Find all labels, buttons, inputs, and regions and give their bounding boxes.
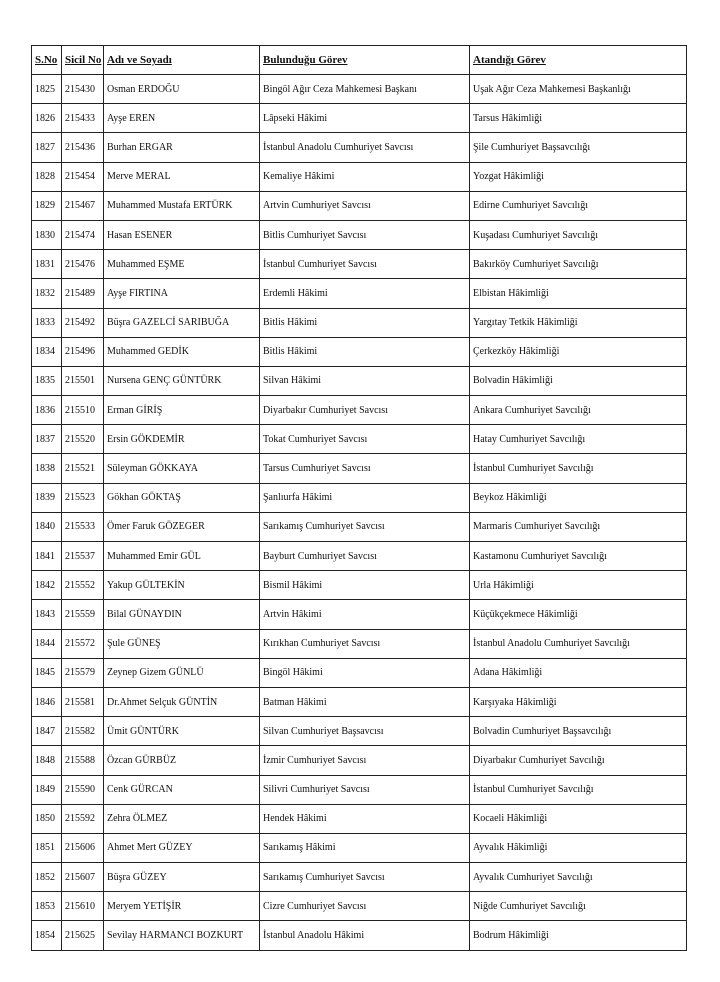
cell-name: Gökhan GÖKTAŞ <box>104 483 260 512</box>
cell-sicil-no: 215436 <box>62 133 104 162</box>
table-row <box>32 512 687 541</box>
cell-current-post: İzmir Cumhuriyet Savcısı <box>260 746 470 775</box>
cell-assigned-post: Bakırköy Cumhuriyet Savcılığı <box>470 250 687 279</box>
cell-sno: 1852 <box>32 863 62 892</box>
table-row <box>32 425 687 454</box>
table-row <box>32 483 687 512</box>
cell-sicil-no: 215559 <box>62 600 104 629</box>
cell-assigned-post: Hatay Cumhuriyet Savcılığı <box>470 425 687 454</box>
table-row <box>32 600 687 629</box>
cell-sicil-no: 215610 <box>62 892 104 921</box>
cell-name: Muhammed Mustafa ERTÜRK <box>104 191 260 220</box>
cell-name: Ümit GÜNTÜRK <box>104 717 260 746</box>
cell-name: Yakup GÜLTEKİN <box>104 571 260 600</box>
table-row <box>32 629 687 658</box>
table-row <box>32 921 687 950</box>
cell-name: Ayşe EREN <box>104 104 260 133</box>
cell-current-post: Tokat Cumhuriyet Savcısı <box>260 425 470 454</box>
cell-sicil-no: 215607 <box>62 863 104 892</box>
cell-current-post: Sarıkamış Hâkimi <box>260 833 470 862</box>
cell-sicil-no: 215474 <box>62 220 104 249</box>
table-row <box>32 191 687 220</box>
cell-name: Muhammed EŞME <box>104 250 260 279</box>
cell-current-post: Batman Hâkimi <box>260 687 470 716</box>
cell-name: Meryem YETİŞİR <box>104 892 260 921</box>
cell-name: Büşra GÜZEY <box>104 863 260 892</box>
cell-assigned-post: Urla Hâkimliği <box>470 571 687 600</box>
cell-sno: 1841 <box>32 542 62 571</box>
cell-name: Muhammed Emir GÜL <box>104 542 260 571</box>
cell-name: Osman ERDOĞU <box>104 75 260 104</box>
cell-assigned-post: Elbistan Hâkimliği <box>470 279 687 308</box>
cell-assigned-post: Bodrum Hâkimliği <box>470 921 687 950</box>
cell-assigned-post: Edirne Cumhuriyet Savcılığı <box>470 191 687 220</box>
cell-sno: 1844 <box>32 629 62 658</box>
cell-current-post: Kırıkhan Cumhuriyet Savcısı <box>260 629 470 658</box>
cell-assigned-post: Bolvadin Cumhuriyet Başsavcılığı <box>470 717 687 746</box>
table-row <box>32 279 687 308</box>
cell-sno: 1829 <box>32 191 62 220</box>
cell-name: Burhan ERGAR <box>104 133 260 162</box>
cell-assigned-post: Diyarbakır Cumhuriyet Savcılığı <box>470 746 687 775</box>
cell-sicil-no: 215454 <box>62 162 104 191</box>
cell-sicil-no: 215533 <box>62 512 104 541</box>
cell-assigned-post: Adana Hâkimliği <box>470 658 687 687</box>
cell-current-post: İstanbul Anadolu Hâkimi <box>260 921 470 950</box>
table-row <box>32 863 687 892</box>
cell-assigned-post: Çerkezköy Hâkimliği <box>470 337 687 366</box>
cell-current-post: Bingöl Hâkimi <box>260 658 470 687</box>
table-row <box>32 571 687 600</box>
cell-sicil-no: 215521 <box>62 454 104 483</box>
table-row <box>32 833 687 862</box>
cell-sno: 1832 <box>32 279 62 308</box>
cell-sno: 1840 <box>32 512 62 541</box>
table-row <box>32 250 687 279</box>
table-row <box>32 104 687 133</box>
cell-assigned-post: Uşak Ağır Ceza Mahkemesi Başkanlığı <box>470 75 687 104</box>
cell-sicil-no: 215588 <box>62 746 104 775</box>
cell-current-post: Silvan Cumhuriyet Başsavcısı <box>260 717 470 746</box>
cell-name: Süleyman GÖKKAYA <box>104 454 260 483</box>
cell-assigned-post: Yargıtay Tetkik Hâkimliği <box>470 308 687 337</box>
cell-name: Bilal GÜNAYDIN <box>104 600 260 629</box>
cell-name: Ersin GÖKDEMİR <box>104 425 260 454</box>
cell-assigned-post: İstanbul Cumhuriyet Savcılığı <box>470 454 687 483</box>
cell-sicil-no: 215467 <box>62 191 104 220</box>
cell-assigned-post: Beykoz Hâkimliği <box>470 483 687 512</box>
cell-name: Nursena GENÇ GÜNTÜRK <box>104 366 260 395</box>
cell-sicil-no: 215572 <box>62 629 104 658</box>
cell-sno: 1845 <box>32 658 62 687</box>
table-row <box>32 396 687 425</box>
cell-current-post: Silvan Hâkimi <box>260 366 470 395</box>
header-sicil-no: Sicil No <box>62 46 104 75</box>
table-row <box>32 746 687 775</box>
cell-current-post: Sarıkamış Cumhuriyet Savcısı <box>260 512 470 541</box>
cell-sno: 1854 <box>32 921 62 950</box>
cell-name: Sevilay HARMANCI BOZKURT <box>104 921 260 950</box>
header-sno: S.No <box>32 46 62 75</box>
cell-sno: 1849 <box>32 775 62 804</box>
cell-sno: 1828 <box>32 162 62 191</box>
table-row <box>32 308 687 337</box>
table-row <box>32 366 687 395</box>
cell-current-post: Bitlis Hâkimi <box>260 308 470 337</box>
table-header-row <box>32 46 687 75</box>
cell-sno: 1843 <box>32 600 62 629</box>
cell-sno: 1848 <box>32 746 62 775</box>
cell-sno: 1827 <box>32 133 62 162</box>
cell-name: Zehra ÖLMEZ <box>104 804 260 833</box>
cell-sicil-no: 215433 <box>62 104 104 133</box>
cell-assigned-post: Kocaeli Hâkimliği <box>470 804 687 833</box>
cell-sicil-no: 215590 <box>62 775 104 804</box>
assignment-table <box>31 45 687 951</box>
cell-sno: 1853 <box>32 892 62 921</box>
cell-sno: 1837 <box>32 425 62 454</box>
cell-name: Merve MERAL <box>104 162 260 191</box>
cell-sicil-no: 215582 <box>62 717 104 746</box>
cell-sno: 1850 <box>32 804 62 833</box>
cell-sicil-no: 215592 <box>62 804 104 833</box>
cell-current-post: Kemaliye Hâkimi <box>260 162 470 191</box>
cell-sicil-no: 215489 <box>62 279 104 308</box>
cell-assigned-post: Ayvalık Cumhuriyet Savcılığı <box>470 863 687 892</box>
cell-current-post: Bingöl Ağır Ceza Mahkemesi Başkanı <box>260 75 470 104</box>
cell-name: Muhammed GEDİK <box>104 337 260 366</box>
cell-current-post: Hendek Hâkimi <box>260 804 470 833</box>
table-row <box>32 162 687 191</box>
table-row <box>32 775 687 804</box>
cell-sno: 1835 <box>32 366 62 395</box>
cell-sicil-no: 215492 <box>62 308 104 337</box>
cell-name: Ahmet Mert GÜZEY <box>104 833 260 862</box>
cell-name: Ayşe FIRTINA <box>104 279 260 308</box>
cell-sno: 1836 <box>32 396 62 425</box>
cell-sicil-no: 215581 <box>62 687 104 716</box>
table-row <box>32 133 687 162</box>
cell-current-post: İstanbul Cumhuriyet Savcısı <box>260 250 470 279</box>
cell-current-post: Bitlis Cumhuriyet Savcısı <box>260 220 470 249</box>
cell-assigned-post: Ayvalık Hâkimliği <box>470 833 687 862</box>
header-assigned-post: Atandığı Görev <box>470 46 687 75</box>
cell-assigned-post: Küçükçekmece Hâkimliği <box>470 600 687 629</box>
cell-sno: 1826 <box>32 104 62 133</box>
table-row <box>32 337 687 366</box>
cell-current-post: Sarıkamış Cumhuriyet Savcısı <box>260 863 470 892</box>
cell-current-post: Bitlis Hâkimi <box>260 337 470 366</box>
cell-sicil-no: 215476 <box>62 250 104 279</box>
cell-assigned-post: Tarsus Hâkimliği <box>470 104 687 133</box>
cell-assigned-post: Marmaris Cumhuriyet Savcılığı <box>470 512 687 541</box>
table-row <box>32 542 687 571</box>
header-current-post: Bulunduğu Görev <box>260 46 470 75</box>
table-row <box>32 717 687 746</box>
cell-sno: 1846 <box>32 687 62 716</box>
cell-sicil-no: 215537 <box>62 542 104 571</box>
cell-sno: 1838 <box>32 454 62 483</box>
cell-sno: 1847 <box>32 717 62 746</box>
cell-name: Büşra GAZELCİ SARIBUĞA <box>104 308 260 337</box>
cell-sicil-no: 215501 <box>62 366 104 395</box>
cell-sicil-no: 215496 <box>62 337 104 366</box>
table-row <box>32 220 687 249</box>
cell-sno: 1831 <box>32 250 62 279</box>
cell-sicil-no: 215510 <box>62 396 104 425</box>
cell-assigned-post: Karşıyaka Hâkimliği <box>470 687 687 716</box>
header-name: Adı ve Soyadı <box>104 46 260 75</box>
cell-name: Zeynep Gizem GÜNLÜ <box>104 658 260 687</box>
cell-name: Özcan GÜRBÜZ <box>104 746 260 775</box>
cell-assigned-post: Kuşadası Cumhuriyet Savcılığı <box>470 220 687 249</box>
cell-sicil-no: 215523 <box>62 483 104 512</box>
cell-name: Şule GÜNEŞ <box>104 629 260 658</box>
cell-name: Erman GİRİŞ <box>104 396 260 425</box>
cell-current-post: Tarsus Cumhuriyet Savcısı <box>260 454 470 483</box>
cell-assigned-post: Bolvadin Hâkimliği <box>470 366 687 395</box>
cell-assigned-post: Kastamonu Cumhuriyet Savcılığı <box>470 542 687 571</box>
cell-current-post: Lâpseki Hâkimi <box>260 104 470 133</box>
cell-current-post: Şanlıurfa Hâkimi <box>260 483 470 512</box>
cell-current-post: Cizre Cumhuriyet Savcısı <box>260 892 470 921</box>
cell-sicil-no: 215552 <box>62 571 104 600</box>
cell-sno: 1851 <box>32 833 62 862</box>
cell-assigned-post: Yozgat Hâkimliği <box>470 162 687 191</box>
cell-assigned-post: İstanbul Anadolu Cumhuriyet Savcılığı <box>470 629 687 658</box>
cell-assigned-post: Niğde Cumhuriyet Savcılığı <box>470 892 687 921</box>
cell-current-post: Artvin Hâkimi <box>260 600 470 629</box>
cell-sicil-no: 215625 <box>62 921 104 950</box>
cell-current-post: İstanbul Anadolu Cumhuriyet Savcısı <box>260 133 470 162</box>
cell-sno: 1825 <box>32 75 62 104</box>
cell-current-post: Bismil Hâkimi <box>260 571 470 600</box>
cell-current-post: Silivri Cumhuriyet Savcısı <box>260 775 470 804</box>
cell-current-post: Artvin Cumhuriyet Savcısı <box>260 191 470 220</box>
cell-sno: 1833 <box>32 308 62 337</box>
cell-sno: 1839 <box>32 483 62 512</box>
cell-name: Hasan ESENER <box>104 220 260 249</box>
cell-assigned-post: İstanbul Cumhuriyet Savcılığı <box>470 775 687 804</box>
cell-assigned-post: Şile Cumhuriyet Başsavcılığı <box>470 133 687 162</box>
table-row <box>32 454 687 483</box>
cell-sicil-no: 215606 <box>62 833 104 862</box>
cell-current-post: Diyarbakır Cumhuriyet Savcısı <box>260 396 470 425</box>
cell-name: Dr.Ahmet Selçuk GÜNTİN <box>104 687 260 716</box>
cell-name: Cenk GÜRCAN <box>104 775 260 804</box>
table-row <box>32 687 687 716</box>
cell-sno: 1834 <box>32 337 62 366</box>
table-row <box>32 658 687 687</box>
cell-assigned-post: Ankara Cumhuriyet Savcılığı <box>470 396 687 425</box>
table-row <box>32 892 687 921</box>
cell-sicil-no: 215579 <box>62 658 104 687</box>
cell-sicil-no: 215520 <box>62 425 104 454</box>
cell-sno: 1842 <box>32 571 62 600</box>
cell-name: Ömer Faruk GÖZEGER <box>104 512 260 541</box>
table-row <box>32 804 687 833</box>
cell-current-post: Bayburt Cumhuriyet Savcısı <box>260 542 470 571</box>
table-row <box>32 75 687 104</box>
cell-sno: 1830 <box>32 220 62 249</box>
table-body <box>32 75 687 951</box>
cell-current-post: Erdemli Hâkimi <box>260 279 470 308</box>
cell-sicil-no: 215430 <box>62 75 104 104</box>
